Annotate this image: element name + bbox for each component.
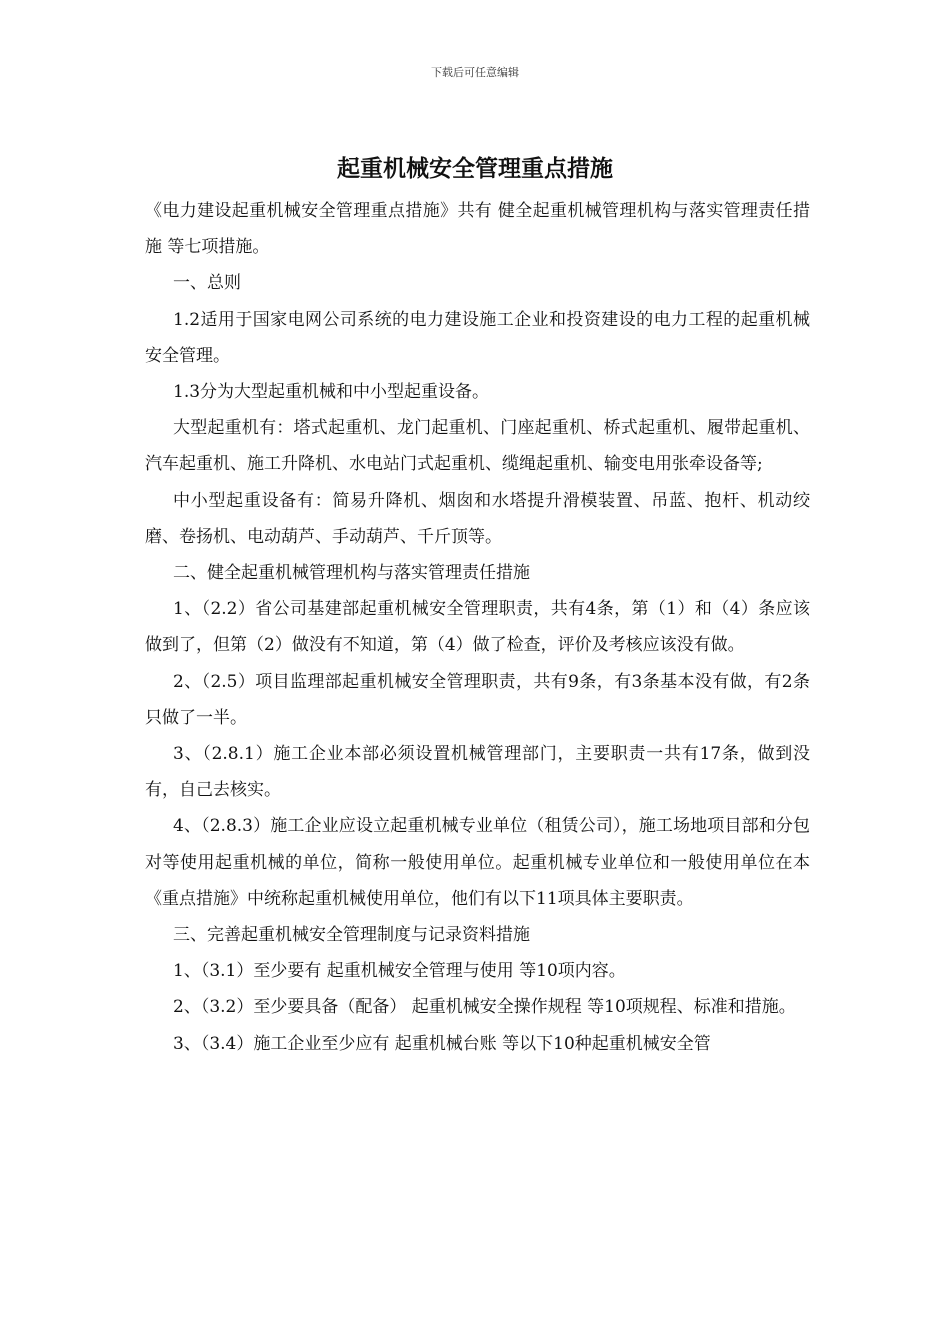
paragraph: 3、（3.4）施工企业至少应有 起重机械台账 等以下10种起重机械安全管 <box>173 1033 711 1054</box>
paragraph: 中小型起重设备有：简易升降机、烟囱和水塔提升滑模装置、吊蓝、抱杆、机动绞磨、卷扬机、电动葫芦、手动葫芦、千斤顶等。 <box>145 490 810 547</box>
paragraph: 4、（2.8.3）施工企业应设立起重机械专业单位（租赁公司），施工场地项目部和分包对等使用起重机械的单位，简称一般使用单位。起重机械专业单位和一般使用单位在本《重点措施》中统称起重机械使用单位，他们有以下11项具体主要职责。 <box>145 816 810 909</box>
paragraph: 1.3分为大型起重机械和中小型起重设备。 <box>173 382 490 403</box>
paragraph: 3、（2.8.1）施工企业本部必须设置机械管理部门，主要职责一共有17条，做到没有，自己去核实。 <box>145 744 810 801</box>
paragraph: 大型起重机有：塔式起重机、龙门起重机、门座起重机、桥式起重机、履带起重机、汽车起重机、施工升降机、水电站门式起重机、缆绳起重机、输变电用张牵设备等; <box>145 418 810 475</box>
paragraph: 1.2适用于国家电网公司系统的电力建设施工企业和投资建设的电力工程的起重机械安全管理。 <box>145 309 810 366</box>
paragraph: 1、（3.1）至少要有 起重机械安全管理与使用 等10项内容。 <box>173 961 626 982</box>
paragraph: 2、（3.2）至少要具备（配备） 起重机械安全操作规程 等10项规程、标准和措施。 <box>173 997 796 1018</box>
header-note: 下载后可任意编辑 <box>431 66 519 79</box>
document-body <box>145 193 810 1062</box>
paragraph: 1、（2.2）省公司基建部起重机械安全管理职责，共有4条，第（1）和（4）条应该做到了，但第（2）做没有不知道，第（4）做了检查，评价及考核应该没有做。 <box>145 599 810 656</box>
section-heading: 二、健全起重机械管理机构与落实管理责任措施 <box>173 563 530 584</box>
page-title: 起重机械安全管理重点措施 <box>337 156 613 182</box>
intro-paragraph: 《电力建设起重机械安全管理重点措施》共有 健全起重机械管理机构与落实管理责任措施 等七项措施。 <box>145 201 810 258</box>
section-heading: 一、总则 <box>173 273 241 294</box>
section-heading: 三、完善起重机械安全管理制度与记录资料措施 <box>173 925 530 946</box>
paragraph: 2、（2.5）项目监理部起重机械安全管理职责，共有9条，有3条基本没有做，有2条只做了一半。 <box>145 671 810 728</box>
